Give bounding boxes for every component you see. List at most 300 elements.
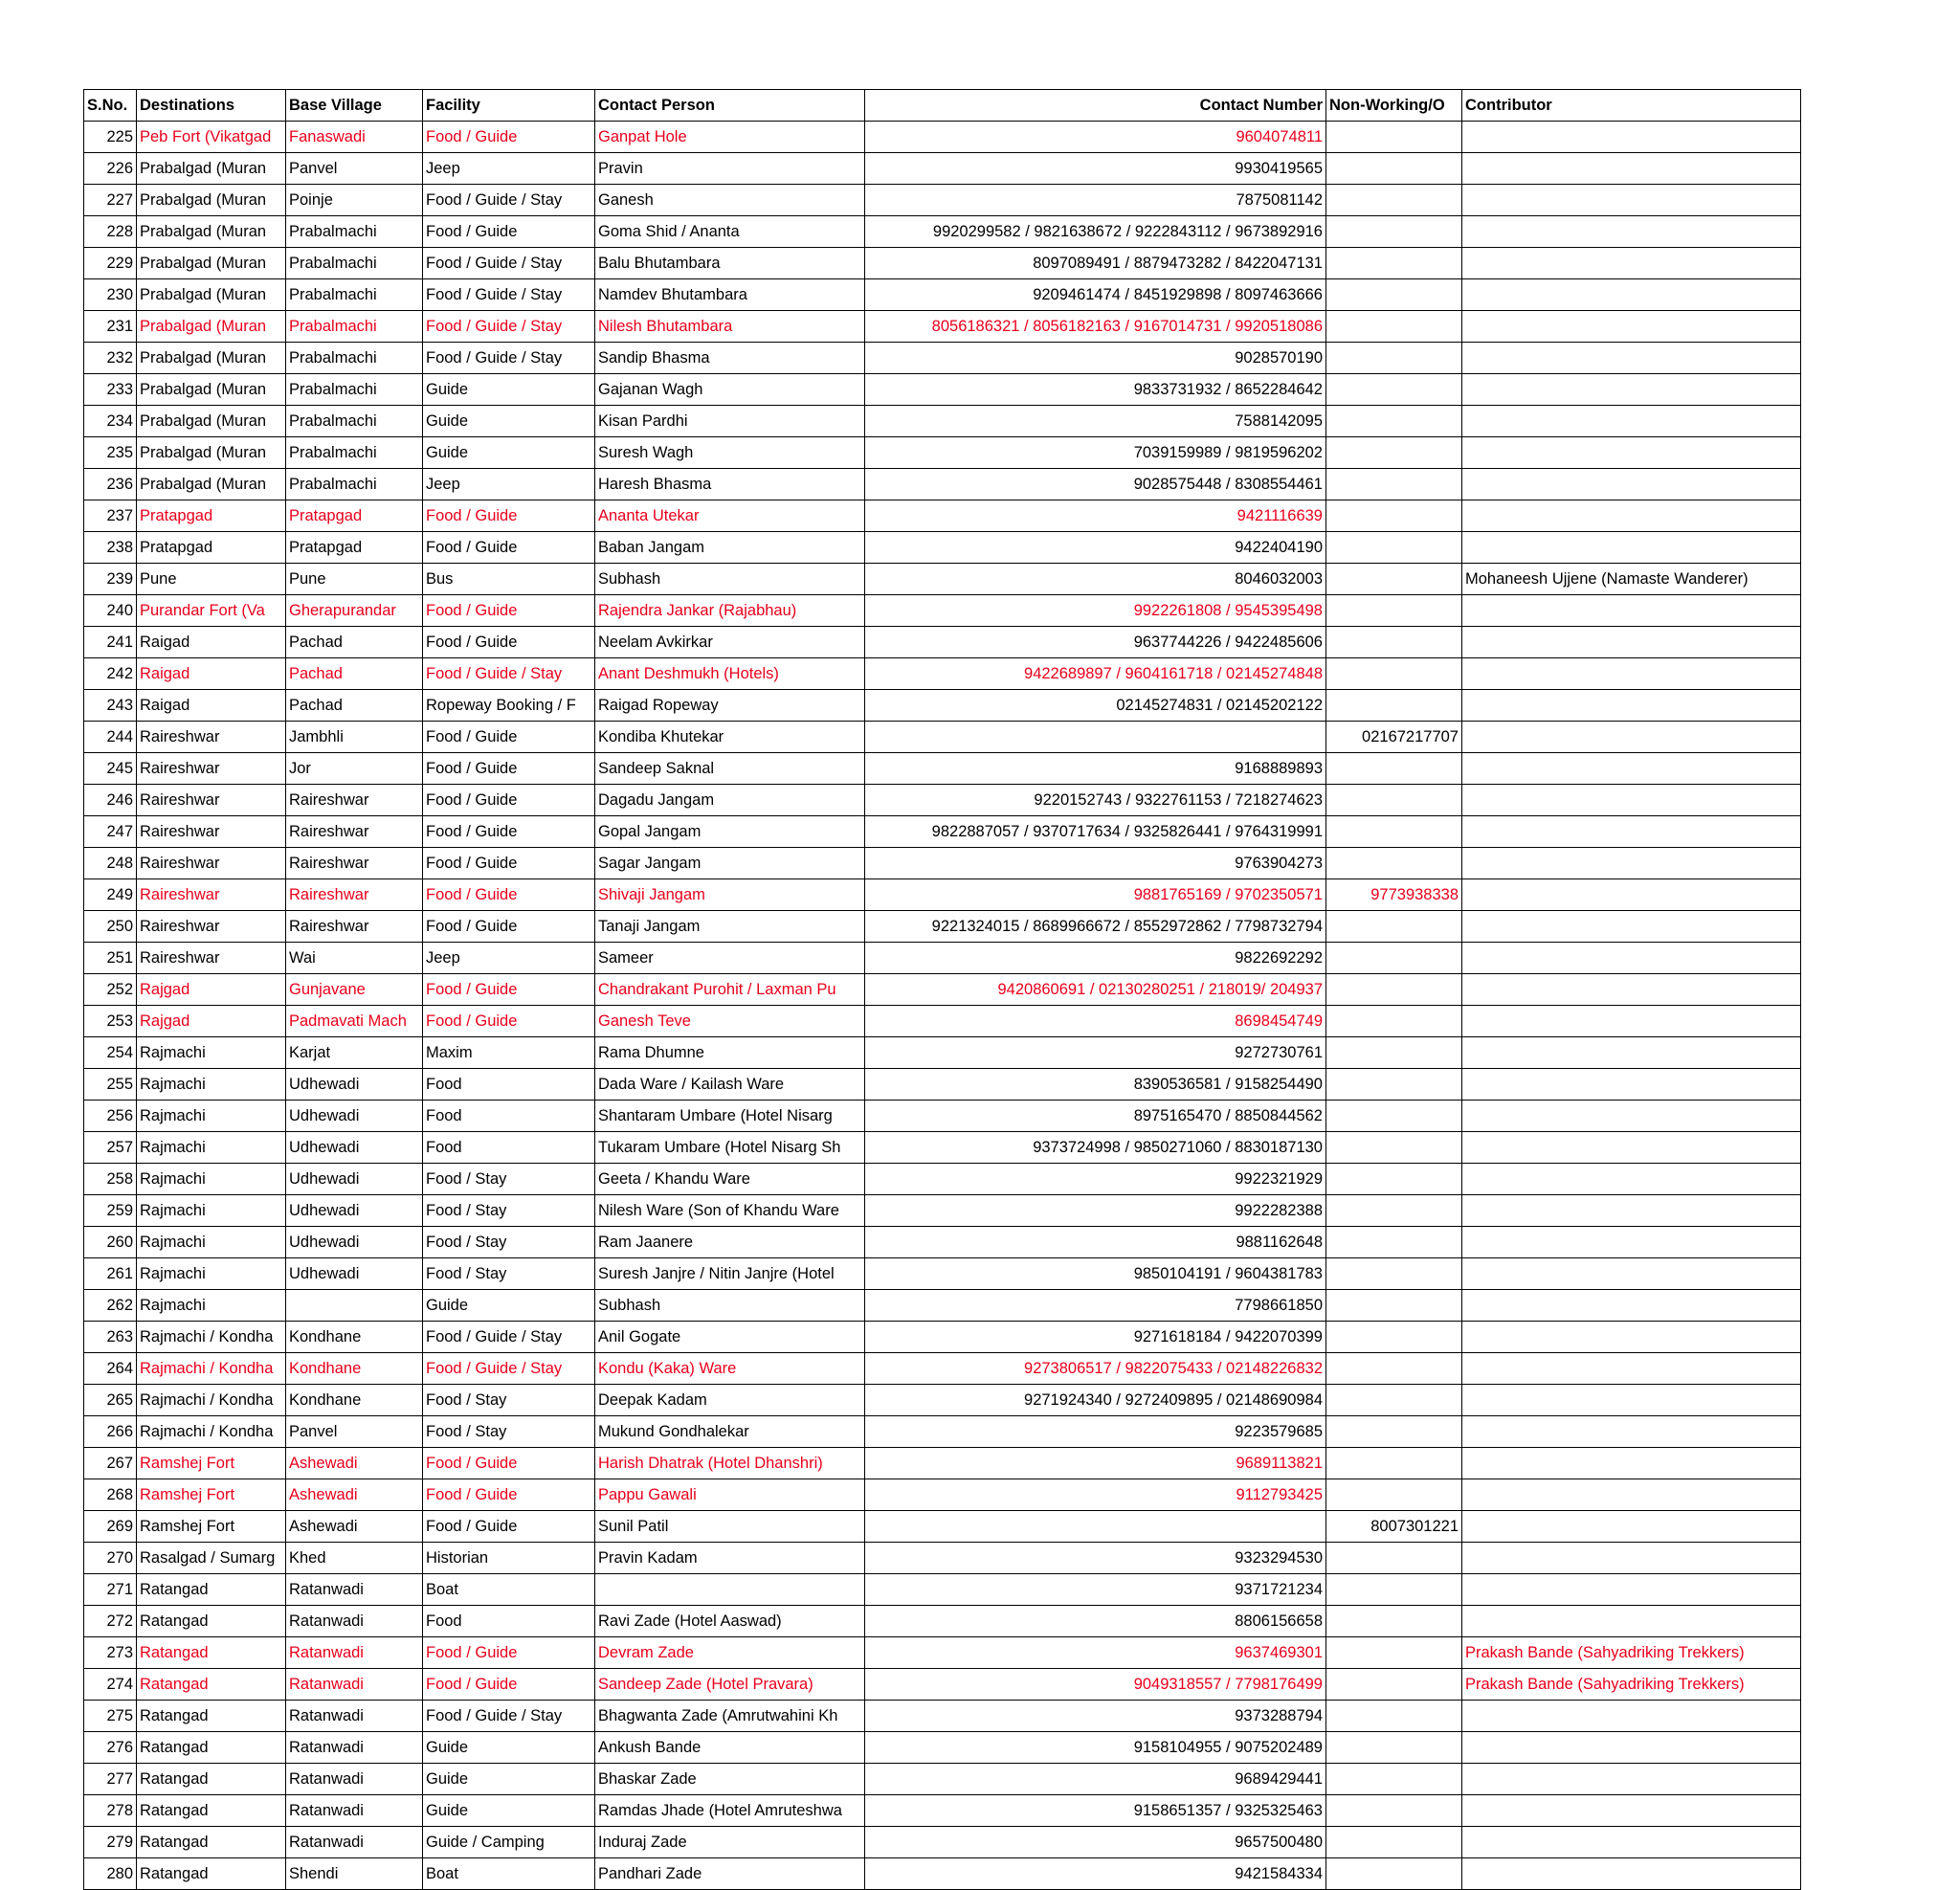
cell-sno: 233 <box>84 374 137 406</box>
cell-contributor <box>1462 1574 1801 1606</box>
cell-contact-person: Anil Gogate <box>595 1322 865 1353</box>
cell-contact-person: Nilesh Ware (Son of Khandu Ware <box>595 1195 865 1227</box>
cell-contact-person: Nilesh Bhutambara <box>595 311 865 343</box>
header-contact-number: Contact Number <box>865 90 1326 122</box>
cell-base-village: Pachad <box>286 658 423 690</box>
cell-contact-person: Suresh Janjre / Nitin Janjre (Hotel <box>595 1258 865 1290</box>
cell-facility: Bus <box>423 564 595 595</box>
cell-facility: Boat <box>423 1574 595 1606</box>
cell-base-village: Raireshwar <box>286 911 423 943</box>
cell-facility: Food / Guide <box>423 1637 595 1669</box>
cell-sno: 268 <box>84 1479 137 1511</box>
cell-base-village: Karjat <box>286 1037 423 1069</box>
cell-base-village: Prabalmachi <box>286 311 423 343</box>
cell-sno: 262 <box>84 1290 137 1322</box>
cell-base-village: Raireshwar <box>286 816 423 848</box>
cell-contact-person: Pravin <box>595 153 865 185</box>
cell-contributor <box>1462 911 1801 943</box>
cell-base-village: Prabalmachi <box>286 279 423 311</box>
cell-destination: Ratangad <box>137 1732 286 1764</box>
cell-facility: Food <box>423 1606 595 1637</box>
cell-contact-number: 8390536581 / 9158254490 <box>865 1069 1326 1101</box>
cell-contact-number: 8097089491 / 8879473282 / 8422047131 <box>865 248 1326 279</box>
cell-non-working <box>1326 1195 1462 1227</box>
cell-contact-number: 9922261808 / 9545395498 <box>865 595 1326 627</box>
cell-facility: Guide <box>423 1732 595 1764</box>
cell-facility: Guide <box>423 374 595 406</box>
cell-contact-person: Sagar Jangam <box>595 848 865 879</box>
cell-contact-person: Balu Bhutambara <box>595 248 865 279</box>
cell-base-village: Kondhane <box>286 1322 423 1353</box>
cell-contact-person: Ram Jaanere <box>595 1227 865 1258</box>
cell-contributor <box>1462 848 1801 879</box>
cell-non-working <box>1326 1574 1462 1606</box>
cell-contributor <box>1462 437 1801 469</box>
cell-contributor <box>1462 532 1801 564</box>
cell-facility: Food / Guide <box>423 1669 595 1701</box>
cell-facility: Food / Guide / Stay <box>423 1322 595 1353</box>
cell-destination: Prabalgad (Muran <box>137 437 286 469</box>
cell-destination: Rajmachi <box>137 1290 286 1322</box>
cell-contact-number: 9833731932 / 8652284642 <box>865 374 1326 406</box>
cell-contributor <box>1462 1479 1801 1511</box>
cell-contact-number: 9421584334 <box>865 1858 1326 1890</box>
cell-facility: Food / Guide <box>423 785 595 816</box>
cell-non-working <box>1326 1795 1462 1827</box>
cell-sno: 237 <box>84 500 137 532</box>
header-destinations: Destinations <box>137 90 286 122</box>
cell-destination: Ratangad <box>137 1669 286 1701</box>
cell-contact-person: Bhagwanta Zade (Amrutwahini Kh <box>595 1701 865 1732</box>
cell-non-working <box>1326 848 1462 879</box>
cell-destination: Rajmachi <box>137 1132 286 1164</box>
cell-destination: Raireshwar <box>137 816 286 848</box>
cell-base-village: Gunjavane <box>286 974 423 1006</box>
cell-non-working <box>1326 532 1462 564</box>
cell-facility: Food / Guide <box>423 500 595 532</box>
cell-contact-number: 9371721234 <box>865 1574 1326 1606</box>
cell-contributor <box>1462 943 1801 974</box>
cell-contact-person: Namdev Bhutambara <box>595 279 865 311</box>
table-row <box>84 816 1801 848</box>
cell-destination: Ratangad <box>137 1637 286 1669</box>
table-row <box>84 1069 1801 1101</box>
cell-base-village: Ratanwadi <box>286 1732 423 1764</box>
cell-non-working <box>1326 469 1462 500</box>
cell-non-working <box>1326 690 1462 722</box>
cell-sno: 261 <box>84 1258 137 1290</box>
cell-contact-person: Ravi Zade (Hotel Aaswad) <box>595 1606 865 1637</box>
cell-sno: 226 <box>84 153 137 185</box>
cell-contributor <box>1462 879 1801 911</box>
cell-contributor <box>1462 658 1801 690</box>
cell-base-village <box>286 1290 423 1322</box>
cell-facility: Boat <box>423 1858 595 1890</box>
cell-destination: Rasalgad / Sumarg <box>137 1543 286 1574</box>
cell-non-working: 8007301221 <box>1326 1511 1462 1543</box>
cell-contact-person: Shivaji Jangam <box>595 879 865 911</box>
table-row <box>84 1132 1801 1164</box>
cell-sno: 246 <box>84 785 137 816</box>
cell-non-working <box>1326 1353 1462 1385</box>
cell-contact-number: 9158651357 / 9325325463 <box>865 1795 1326 1827</box>
cell-base-village: Prabalmachi <box>286 437 423 469</box>
table-row <box>84 311 1801 343</box>
cell-contact-number: 9220152743 / 9322761153 / 7218274623 <box>865 785 1326 816</box>
cell-contributor <box>1462 279 1801 311</box>
cell-contact-number: 9373288794 <box>865 1701 1326 1732</box>
cell-base-village: Jor <box>286 753 423 785</box>
table-row <box>84 406 1801 437</box>
cell-facility: Food / Stay <box>423 1195 595 1227</box>
cell-base-village: Poinje <box>286 185 423 216</box>
cell-non-working <box>1326 1669 1462 1701</box>
cell-sno: 238 <box>84 532 137 564</box>
table-row <box>84 1858 1801 1890</box>
cell-sno: 253 <box>84 1006 137 1037</box>
cell-sno: 248 <box>84 848 137 879</box>
header-sno: S.No. <box>84 90 137 122</box>
cell-contributor <box>1462 1543 1801 1574</box>
cell-non-working <box>1326 1701 1462 1732</box>
cell-sno: 241 <box>84 627 137 658</box>
cell-non-working <box>1326 1416 1462 1448</box>
cell-contributor <box>1462 1701 1801 1732</box>
cell-contact-number: 8056186321 / 8056182163 / 9167014731 / 9920518086 <box>865 311 1326 343</box>
cell-base-village: Pune <box>286 564 423 595</box>
cell-facility: Jeep <box>423 153 595 185</box>
cell-destination: Rajmachi <box>137 1164 286 1195</box>
cell-non-working <box>1326 185 1462 216</box>
cell-contact-person: Rama Dhumne <box>595 1037 865 1069</box>
cell-contact-person: Subhash <box>595 1290 865 1322</box>
table-row <box>84 153 1801 185</box>
cell-sno: 243 <box>84 690 137 722</box>
table-row <box>84 185 1801 216</box>
cell-facility: Food / Guide / Stay <box>423 1701 595 1732</box>
cell-sno: 232 <box>84 343 137 374</box>
cell-non-working <box>1326 1637 1462 1669</box>
cell-base-village: Udhewadi <box>286 1195 423 1227</box>
cell-non-working <box>1326 1385 1462 1416</box>
cell-contributor <box>1462 248 1801 279</box>
cell-destination: Prabalgad (Muran <box>137 311 286 343</box>
cell-contact-number: 7039159989 / 9819596202 <box>865 437 1326 469</box>
table-row <box>84 1290 1801 1322</box>
cell-non-working <box>1326 974 1462 1006</box>
cell-facility: Guide <box>423 1764 595 1795</box>
cell-contributor <box>1462 1258 1801 1290</box>
cell-destination: Rajmachi / Kondha <box>137 1385 286 1416</box>
table-row <box>84 1669 1801 1701</box>
cell-base-village: Panvel <box>286 153 423 185</box>
cell-facility: Food / Guide <box>423 122 595 153</box>
cell-facility: Food / Guide <box>423 1479 595 1511</box>
cell-sno: 256 <box>84 1101 137 1132</box>
table-row <box>84 1543 1801 1574</box>
table-row <box>84 1637 1801 1669</box>
cell-facility: Guide / Camping <box>423 1827 595 1858</box>
cell-facility: Food / Guide / Stay <box>423 311 595 343</box>
cell-contact-person: Sameer <box>595 943 865 974</box>
cell-contact-number: 9922321929 <box>865 1164 1326 1195</box>
cell-non-working: 9773938338 <box>1326 879 1462 911</box>
cell-non-working <box>1326 216 1462 248</box>
cell-facility: Food / Guide <box>423 595 595 627</box>
cell-sno: 276 <box>84 1732 137 1764</box>
cell-contact-person: Baban Jangam <box>595 532 865 564</box>
cell-facility: Food / Stay <box>423 1258 595 1290</box>
cell-contact-person: Ankush Bande <box>595 1732 865 1764</box>
cell-non-working <box>1326 374 1462 406</box>
cell-contributor <box>1462 1290 1801 1322</box>
cell-sno: 258 <box>84 1164 137 1195</box>
cell-facility: Maxim <box>423 1037 595 1069</box>
cell-contributor <box>1462 1006 1801 1037</box>
cell-contact-person: Geeta / Khandu Ware <box>595 1164 865 1195</box>
cell-destination: Purandar Fort (Va <box>137 595 286 627</box>
cell-contributor <box>1462 1101 1801 1132</box>
cell-contact-person: Sandeep Saknal <box>595 753 865 785</box>
cell-sno: 263 <box>84 1322 137 1353</box>
cell-contributor <box>1462 1069 1801 1101</box>
cell-contact-person: Subhash <box>595 564 865 595</box>
cell-contact-number: 9323294530 <box>865 1543 1326 1574</box>
cell-sno: 227 <box>84 185 137 216</box>
cell-contributor <box>1462 1858 1801 1890</box>
cell-facility: Food / Stay <box>423 1227 595 1258</box>
cell-sno: 264 <box>84 1353 137 1385</box>
cell-contributor <box>1462 311 1801 343</box>
cell-sno: 269 <box>84 1511 137 1543</box>
table-row <box>84 1195 1801 1227</box>
cell-non-working <box>1326 153 1462 185</box>
cell-contact-number: 9930419565 <box>865 153 1326 185</box>
cell-destination: Rajmachi <box>137 1101 286 1132</box>
cell-non-working <box>1326 1858 1462 1890</box>
cell-contributor <box>1462 1416 1801 1448</box>
cell-contact-number: 9604074811 <box>865 122 1326 153</box>
cell-sno: 255 <box>84 1069 137 1101</box>
cell-non-working <box>1326 816 1462 848</box>
table-row <box>84 690 1801 722</box>
cell-contact-number: 9689429441 <box>865 1764 1326 1795</box>
cell-contact-number: 9881765169 / 9702350571 <box>865 879 1326 911</box>
table-row <box>84 1416 1801 1448</box>
cell-contributor <box>1462 816 1801 848</box>
cell-facility: Food / Stay <box>423 1164 595 1195</box>
cell-contact-number: 9420860691 / 02130280251 / 218019/ 204937 <box>865 974 1326 1006</box>
cell-destination: Raigad <box>137 627 286 658</box>
cell-destination: Ratangad <box>137 1701 286 1732</box>
cell-facility: Food / Guide <box>423 753 595 785</box>
cell-contact-person: Mukund Gondhalekar <box>595 1416 865 1448</box>
table-row <box>84 437 1801 469</box>
cell-non-working <box>1326 564 1462 595</box>
cell-contact-number: 9689113821 <box>865 1448 1326 1479</box>
table-row <box>84 1258 1801 1290</box>
cell-contact-person: Gopal Jangam <box>595 816 865 848</box>
table-row <box>84 1732 1801 1764</box>
cell-contact-number: 9422404190 <box>865 532 1326 564</box>
cell-base-village: Padmavati Mach <box>286 1006 423 1037</box>
cell-destination: Ramshej Fort <box>137 1479 286 1511</box>
cell-sno: 252 <box>84 974 137 1006</box>
cell-contact-person: Kondiba Khutekar <box>595 722 865 753</box>
cell-contributor <box>1462 500 1801 532</box>
cell-sno: 278 <box>84 1795 137 1827</box>
header-non-working: Non-Working/O <box>1326 90 1462 122</box>
cell-contact-person: Induraj Zade <box>595 1827 865 1858</box>
table-row <box>84 1701 1801 1732</box>
table-row <box>84 532 1801 564</box>
table-row <box>84 1795 1801 1827</box>
cell-contributor <box>1462 1227 1801 1258</box>
cell-contact-person: Deepak Kadam <box>595 1385 865 1416</box>
cell-base-village: Ratanwadi <box>286 1574 423 1606</box>
cell-contact-number: 9271924340 / 9272409895 / 02148690984 <box>865 1385 1326 1416</box>
cell-destination: Pune <box>137 564 286 595</box>
cell-contact-person: Devram Zade <box>595 1637 865 1669</box>
contacts-table <box>83 89 1801 1890</box>
cell-sno: 242 <box>84 658 137 690</box>
cell-facility: Food / Guide / Stay <box>423 1353 595 1385</box>
cell-base-village: Jambhli <box>286 722 423 753</box>
cell-contact-person: Dagadu Jangam <box>595 785 865 816</box>
cell-base-village: Ashewadi <box>286 1479 423 1511</box>
cell-sno: 250 <box>84 911 137 943</box>
cell-destination: Ramshej Fort <box>137 1511 286 1543</box>
cell-destination: Rajmachi <box>137 1037 286 1069</box>
cell-destination: Raireshwar <box>137 722 286 753</box>
cell-sno: 228 <box>84 216 137 248</box>
table-row <box>84 248 1801 279</box>
cell-contributor <box>1462 1827 1801 1858</box>
cell-base-village: Ratanwadi <box>286 1606 423 1637</box>
cell-sno: 230 <box>84 279 137 311</box>
cell-contact-person: Ganesh Teve <box>595 1006 865 1037</box>
cell-destination: Rajgad <box>137 1006 286 1037</box>
cell-contributor <box>1462 1795 1801 1827</box>
cell-destination: Ratangad <box>137 1795 286 1827</box>
cell-contributor <box>1462 343 1801 374</box>
cell-base-village: Raireshwar <box>286 785 423 816</box>
cell-contributor <box>1462 406 1801 437</box>
cell-sno: 273 <box>84 1637 137 1669</box>
cell-base-village: Udhewadi <box>286 1227 423 1258</box>
cell-sno: 240 <box>84 595 137 627</box>
table-row <box>84 627 1801 658</box>
cell-base-village: Raireshwar <box>286 879 423 911</box>
cell-base-village: Pachad <box>286 690 423 722</box>
table-row <box>84 658 1801 690</box>
cell-contact-number: 9822692292 <box>865 943 1326 974</box>
cell-sno: 266 <box>84 1416 137 1448</box>
table-row <box>84 595 1801 627</box>
cell-facility: Food / Guide <box>423 1448 595 1479</box>
cell-contributor: Prakash Bande (Sahyadriking Trekkers) <box>1462 1669 1801 1701</box>
table-row <box>84 1827 1801 1858</box>
table-row <box>84 785 1801 816</box>
table-row <box>84 1037 1801 1069</box>
cell-non-working <box>1326 1069 1462 1101</box>
table-row <box>84 1764 1801 1795</box>
cell-base-village: Ratanwadi <box>286 1827 423 1858</box>
cell-non-working <box>1326 1132 1462 1164</box>
cell-base-village: Gherapurandar <box>286 595 423 627</box>
cell-contact-number: 7798661850 <box>865 1290 1326 1322</box>
cell-contact-number <box>865 1511 1326 1543</box>
cell-contributor <box>1462 1195 1801 1227</box>
cell-contact-number: 9223579685 <box>865 1416 1326 1448</box>
cell-contact-person: Chandrakant Purohit / Laxman Pu <box>595 974 865 1006</box>
cell-sno: 279 <box>84 1827 137 1858</box>
cell-destination: Ratangad <box>137 1858 286 1890</box>
cell-non-working: 02167217707 <box>1326 722 1462 753</box>
cell-contact-number: 9422689897 / 9604161718 / 02145274848 <box>865 658 1326 690</box>
table-body <box>84 122 1801 1890</box>
table-row <box>84 1353 1801 1385</box>
cell-destination: Ratangad <box>137 1574 286 1606</box>
cell-base-village: Fanaswadi <box>286 122 423 153</box>
cell-base-village: Pachad <box>286 627 423 658</box>
cell-contributor <box>1462 122 1801 153</box>
table-row <box>84 279 1801 311</box>
cell-contributor <box>1462 753 1801 785</box>
cell-contact-number: 9850104191 / 9604381783 <box>865 1258 1326 1290</box>
cell-facility: Ropeway Booking / F <box>423 690 595 722</box>
cell-destination: Rajmachi / Kondha <box>137 1416 286 1448</box>
cell-contact-number: 9209461474 / 8451929898 / 8097463666 <box>865 279 1326 311</box>
cell-destination: Ramshej Fort <box>137 1448 286 1479</box>
cell-contributor <box>1462 469 1801 500</box>
table-row <box>84 374 1801 406</box>
cell-non-working <box>1326 627 1462 658</box>
cell-destination: Raigad <box>137 690 286 722</box>
cell-sno: 265 <box>84 1385 137 1416</box>
cell-contributor <box>1462 1511 1801 1543</box>
cell-destination: Rajmachi <box>137 1258 286 1290</box>
cell-base-village: Wai <box>286 943 423 974</box>
cell-contact-number: 7588142095 <box>865 406 1326 437</box>
cell-contact-person: Sandip Bhasma <box>595 343 865 374</box>
cell-contact-person: Rajendra Jankar (Rajabhau) <box>595 595 865 627</box>
cell-non-working <box>1326 1479 1462 1511</box>
cell-contact-person: Tukaram Umbare (Hotel Nisarg Sh <box>595 1132 865 1164</box>
cell-destination: Raireshwar <box>137 785 286 816</box>
cell-base-village: Panvel <box>286 1416 423 1448</box>
cell-contributor <box>1462 1606 1801 1637</box>
cell-sno: 274 <box>84 1669 137 1701</box>
cell-destination: Prabalgad (Muran <box>137 374 286 406</box>
cell-destination: Ratangad <box>137 1606 286 1637</box>
cell-facility: Guide <box>423 437 595 469</box>
cell-base-village: Ratanwadi <box>286 1764 423 1795</box>
cell-contributor <box>1462 1448 1801 1479</box>
header-row <box>84 90 1801 122</box>
cell-sno: 236 <box>84 469 137 500</box>
cell-contact-person: Ramdas Jhade (Hotel Amruteshwa <box>595 1795 865 1827</box>
table-row <box>84 500 1801 532</box>
cell-destination: Prabalgad (Muran <box>137 406 286 437</box>
cell-contact-number: 9922282388 <box>865 1195 1326 1227</box>
cell-facility: Food / Guide / Stay <box>423 343 595 374</box>
cell-contact-person: Suresh Wagh <box>595 437 865 469</box>
table-row <box>84 753 1801 785</box>
cell-contact-person: Gajanan Wagh <box>595 374 865 406</box>
cell-contact-person: Sunil Patil <box>595 1511 865 1543</box>
cell-non-working <box>1326 1322 1462 1353</box>
